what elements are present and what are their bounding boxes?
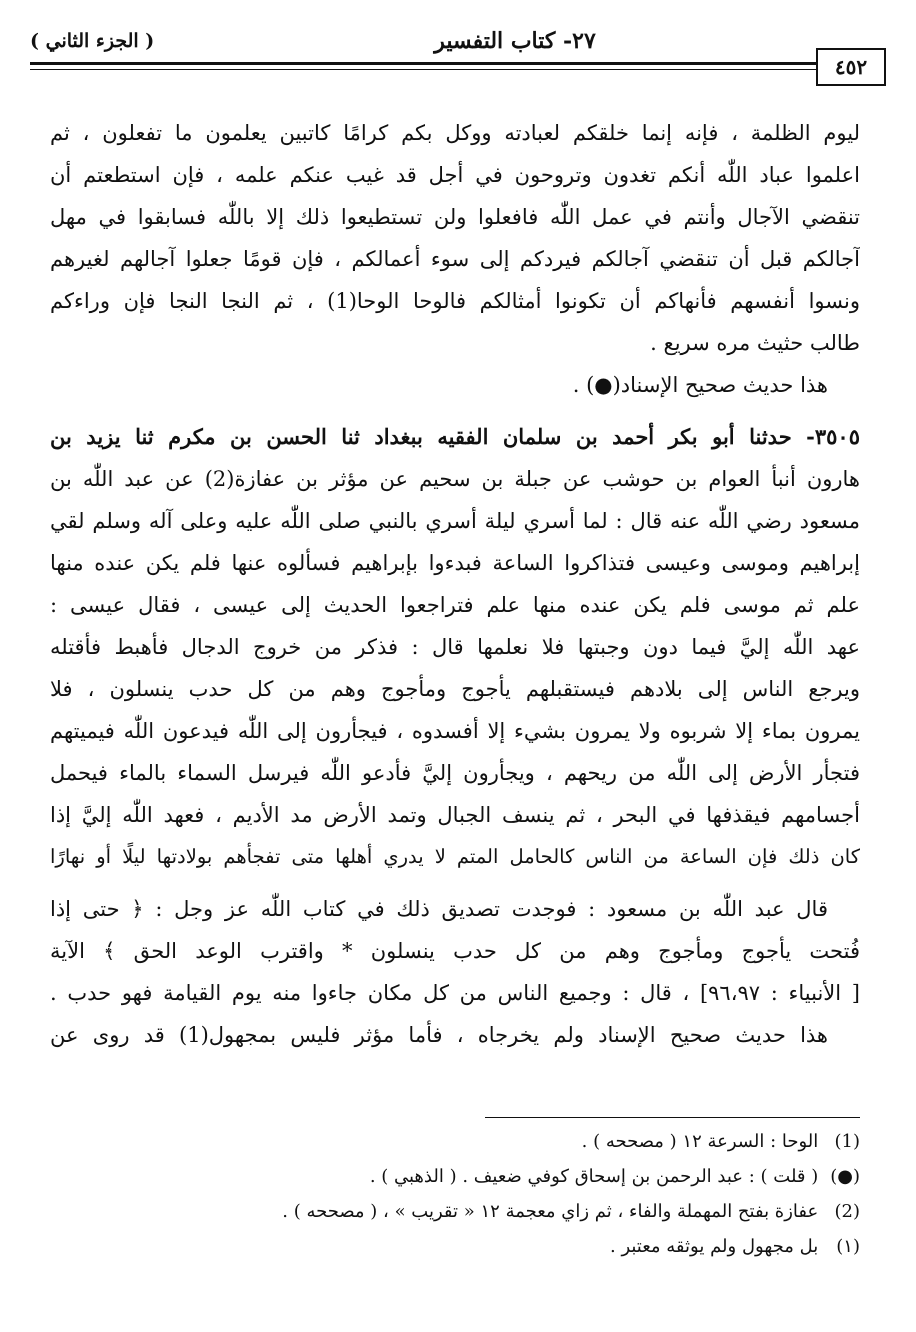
text-line: اعلموا عباد اللّٰه أنكم تغدون وتروحون في أجل قد غيب عنكم علمه ، فإن استطعتم أن — [50, 163, 860, 187]
text-line: مسعود رضي اللّٰه عنه قال : لما أسري ليلة أسري بالنبي صلى اللّٰه عليه وعلى آله وسلم لقي — [50, 509, 860, 533]
text-line: عهد اللّٰه إليَّ فيما دون وجبتها فلا نعلمها قال : فذكر من خروج الدجال فأهبط فأقتله — [50, 635, 860, 659]
page-header — [30, 22, 886, 92]
text-line: [ الأنبياء : ٩٦،٩٧] ، قال : وجميع الناس من كل مكان جاءوا منه يوم القيامة فهو حدب . — [50, 981, 860, 1005]
text-line: ونسوا أنفسهم فأنهاكم أن تكونوا أمثالكم فالوحا الوحا(1) ، ثم النجا النجا فإن وراءكم — [50, 289, 860, 313]
page-number: ٤٥٢ — [834, 55, 868, 79]
text-line: فتجأر الأرض إلى اللّٰه من ريحهم ، ويجأرون إليَّ فأدعو اللّٰه فيرسل السماء بالماء فيحمل — [50, 761, 860, 785]
text-line: تنقضي الآجال وأنتم في عمل اللّٰه فافعلوا ولن تستطيعوا ذلك إلا باللّٰه فسابقوا في مهل — [50, 205, 860, 229]
footnote-marker: (١) — [836, 1236, 860, 1257]
footnotes — [50, 1124, 860, 1264]
text-line: يمرون بماء إلا شربوه ولا يمرون بشيء إلا أفسدوه ، فيجأرون إلى اللّٰه فيدعون اللّٰه فيميتهم — [50, 719, 860, 743]
grading-line: هذا حديث صحيح الإسناد(●) . — [572, 373, 828, 397]
text-line: آجالكم قبل أن تنقضي آجالكم فيردكم إلى سوء أعمالكم ، فإن قومًا جعلوا آجالهم لغيرهم — [50, 247, 860, 271]
text-line: ليوم الظلمة ، فإنه إنما خلقكم لعبادته ووكل بكم كرامًا كاتبين يعلمون ما تفعلون ، ثم — [50, 121, 860, 145]
text-line: علم ثم موسى فلم يكن عنده منها علم فتراجعوا الحديث إلى عيسى ، فقال عيسى : — [50, 593, 860, 617]
text-line: فُتحت يأجوج ومأجوج وهم من كل حدب ينسلون * واقترب الوعد الحق ﴾ الآية — [50, 939, 860, 963]
footnote-text: الوحا : السرعة ١٢ ( مصححه ) . — [581, 1131, 819, 1152]
footnote-marker: (2) — [834, 1201, 860, 1222]
hadith-start-line: ٣٥٠٥- حدثنا أبو بكر أحمد بن سلمان الفقيه ببغداد ثنا الحسن بن مكرم ثنا يزيد بن — [50, 424, 860, 449]
text-line: طالب حثيث مره سريع . — [650, 331, 860, 355]
text-line: أجسامهم فيقذفها في البحر ، ثم ينسف الجبال وتمد الأرض مد الأديم ، فعهد اللّٰه إليَّ إذا — [50, 803, 860, 827]
text-line: هذا حديث صحيح الإسناد ولم يخرجاه ، فأما مؤثر فليس بمجهول(1) قد روى عن — [50, 1023, 829, 1047]
page-number-box — [816, 48, 886, 86]
footnote-text: بل مجهول ولم يوثقه معتبر . — [610, 1236, 819, 1257]
footnote-text: ( قلت ) : عبد الرحمن بن إسحاق كوفي ضعيف . ( الذهبي ) . — [369, 1166, 819, 1187]
main-text — [50, 112, 860, 1056]
footnote — [50, 1159, 860, 1194]
text-line: قال عبد اللّٰه بن مسعود : فوجدت تصديق ذلك في كتاب اللّٰه عز وجل : ﴿ حتى إذا — [50, 897, 828, 921]
footnote — [50, 1194, 860, 1229]
footnote-marker: (1) — [834, 1131, 860, 1152]
footnote-marker: (●) — [830, 1166, 860, 1187]
text-line: ويرجع الناس إلى بلادهم فيستقبلهم يأجوج ومأجوج وهم من كل حدب ينسلون ، فلا — [50, 677, 860, 701]
footnote — [50, 1124, 860, 1159]
chapter-title: ٢٧- كتاب التفسير — [434, 28, 596, 54]
volume-label: ( الجزء الثاني ) — [30, 30, 155, 52]
text-line: إبراهيم وموسى وعيسى فتذاكروا الساعة فبدءوا بإبراهيم فسألوه عنها فلم يكن عنده منها — [50, 551, 860, 575]
header-rule-thick — [30, 62, 886, 65]
text-line: كان ذلك فإن الساعة من الناس كالحامل المتم لا يدري أهلها متى تفجأهم بولادتها ليلًا أو نهارًا — [50, 845, 860, 868]
footnote — [50, 1229, 860, 1264]
header-rule-thin — [30, 69, 886, 70]
text-line: هارون أنبأ العوام بن حوشب عن جبلة بن سحيم عن مؤثر بن عفازة(2) عن عبد اللّٰه بن — [50, 467, 860, 491]
footnote-separator — [485, 1117, 860, 1118]
footnote-text: عفازة بفتح المهملة والفاء ، ثم زاي معجمة ١٢ « تقريب » ، ( مصححه ) . — [282, 1201, 819, 1222]
